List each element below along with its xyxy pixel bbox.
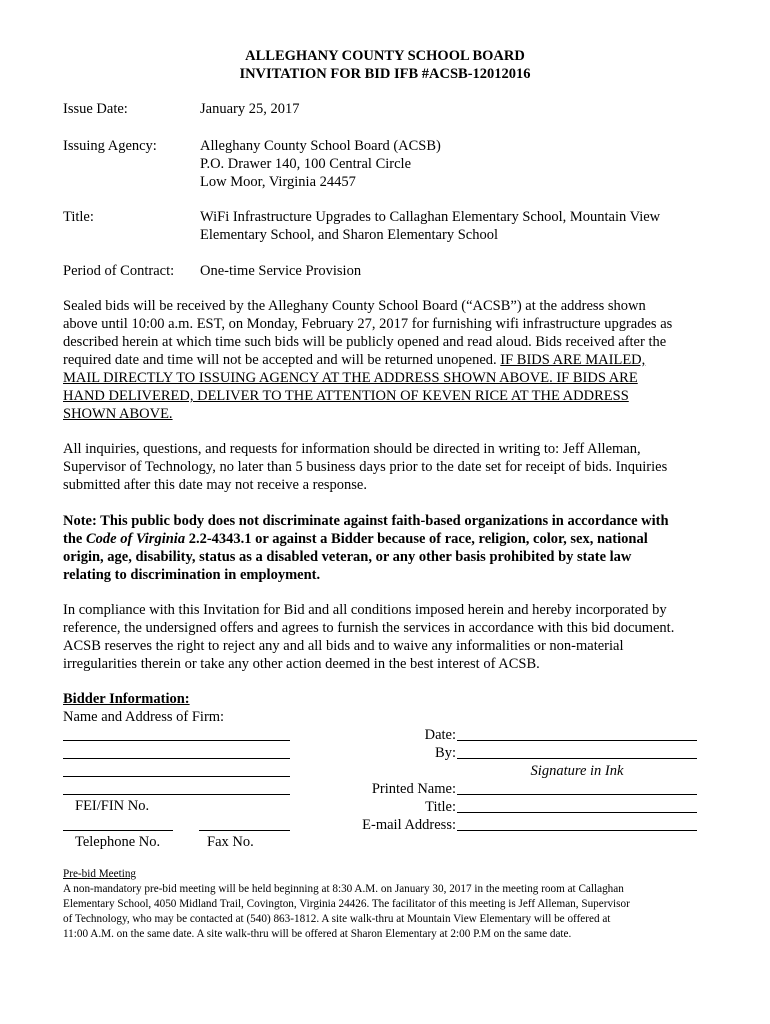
title-label: Title: [63, 209, 94, 225]
prebid-line: Elementary School, 4050 Midland Trail, Covington, Virginia 24426. The facilitator of this meeting is Jeff Alleman, Supervisor [63, 898, 630, 910]
prebid-heading: Pre-bid Meeting [63, 868, 137, 880]
sealed-line: SHOWN ABOVE. [63, 406, 173, 422]
code-of-virginia: Code of Virginia [85, 531, 186, 547]
compliance-line: reference, the undersigned offers and agrees to furnish the services in accordance with this bid document. [63, 620, 675, 636]
sealed-line: above until 10:00 a.m. EST, on Monday, February 27, 2017 for furnishing wifi infrastructure upgrades as [63, 316, 673, 332]
signature-line[interactable] [457, 758, 697, 759]
title-field-label: Title: [425, 799, 456, 815]
sealed-line: MAIL DIRECTLY TO ISSUING AGENCY AT THE ADDRESS SHOWN ABOVE. IF BIDS ARE [63, 370, 638, 386]
note-line: relating to discrimination in employment. [63, 567, 321, 583]
note-line: origin, age, disability, status as a disabled veteran, or any other basis prohibited by state law [63, 549, 632, 565]
inquiries-paragraph [63, 440, 713, 494]
compliance-line: irregularities therein or take any other action deemed in the best interest of ACSB. [63, 656, 540, 672]
issuing-agency-value [200, 137, 720, 191]
telephone-label: Telephone No. [75, 834, 161, 850]
date-line[interactable] [457, 740, 697, 741]
note-paragraph [63, 512, 713, 584]
inquiries-line: Supervisor of Technology, no later than 5 business days prior to the date set for receipt of bids. Inquiries [63, 459, 668, 475]
document-title-line1: ALLEGHANY COUNTY SCHOOL BOARD [245, 48, 525, 64]
firm-line-2[interactable] [63, 758, 290, 759]
firm-line-3[interactable] [63, 776, 290, 777]
fax-line[interactable] [199, 830, 290, 831]
email-label: E-mail Address: [362, 817, 456, 833]
compliance-paragraph [63, 601, 713, 673]
prebid-line: 11:00 A.M. on the same date. A site walk-thru will be offered at Sharon Elementary at 2:00 P.M on the same date. [63, 928, 572, 940]
printed-name-line[interactable] [457, 794, 697, 795]
note-text: 2.2-4343.1 or against a Bidder because of race, religion, color, sex, national [185, 531, 648, 547]
firm-line-4[interactable] [63, 794, 290, 795]
agency-name: Alleghany County School Board (ACSB) [200, 138, 441, 154]
document-title-line2: INVITATION FOR BID IFB #ACSB-12012016 [239, 66, 531, 82]
sealed-line [63, 351, 713, 369]
fei-fin-label: FEI/FIN No. [75, 798, 150, 814]
title-line2: Elementary School, and Sharon Elementary School [200, 227, 498, 243]
note-line [63, 530, 713, 548]
inquiries-line: All inquiries, questions, and requests for information should be directed in writing to: Jeff Alleman, [63, 441, 641, 457]
prebid-line: of Technology, who may be contacted at (540) 863-1812. A site walk-thru at Mountain View Elementary will be offered at [63, 913, 611, 925]
issue-date-label: Issue Date: [63, 101, 128, 117]
prebid-line: A non-mandatory pre-bid meeting will be held beginning at 8:30 A.M. on January 30, 2017 in the meeting room at Callaghan [63, 883, 624, 895]
issuing-agency-label: Issuing Agency: [63, 138, 157, 154]
compliance-line: ACSB reserves the right to reject any and all bids and to waive any informalities or non-material [63, 638, 624, 654]
signature-caption: Signature in Ink [530, 763, 624, 779]
sealed-line: described herein at which time such bids will be publicly opened and read aloud. Bids received after the [63, 334, 667, 350]
note-text: the [63, 531, 86, 547]
sealed-bids-paragraph [63, 297, 713, 423]
telephone-line[interactable] [63, 830, 173, 831]
issue-date-value: January 25, 2017 [200, 101, 300, 117]
email-line[interactable] [457, 830, 697, 831]
agency-city: Low Moor, Virginia 24457 [200, 174, 356, 190]
bidder-info-heading: Bidder Information: [63, 691, 190, 707]
period-value: One-time Service Provision [200, 263, 362, 279]
period-label: Period of Contract: [63, 263, 175, 279]
sealed-underlined: IF BIDS ARE MAILED, [500, 352, 646, 368]
note-line: Note: This public body does not discriminate against faith-based organizations in accordance with [63, 513, 669, 529]
sealed-line: Sealed bids will be received by the Alleghany County School Board (“ACSB”) at the address shown [63, 298, 646, 314]
agency-address: P.O. Drawer 140, 100 Central Circle [200, 156, 412, 172]
title-field-line[interactable] [457, 812, 697, 813]
by-label: By: [435, 745, 456, 761]
sealed-line: HAND DELIVERED, DELIVER TO THE ATTENTION OF KEVEN RICE AT THE ADDRESS [63, 388, 629, 404]
prebid-section [63, 867, 718, 942]
inquiries-line: submitted after this date may not receive a response. [63, 477, 367, 493]
sealed-text: required date and time will not be accepted and will be returned unopened. [63, 352, 501, 368]
name-address-label: Name and Address of Firm: [63, 709, 225, 725]
title-value [200, 208, 720, 244]
date-label: Date: [424, 727, 456, 743]
compliance-line: In compliance with this Invitation for Bid and all conditions imposed herein and hereby incorporated by [63, 602, 667, 618]
firm-line-1[interactable] [63, 740, 290, 741]
fax-label: Fax No. [207, 834, 254, 850]
printed-name-label: Printed Name: [371, 781, 456, 797]
title-line1: WiFi Infrastructure Upgrades to Callaghan Elementary School, Mountain View [200, 209, 661, 225]
